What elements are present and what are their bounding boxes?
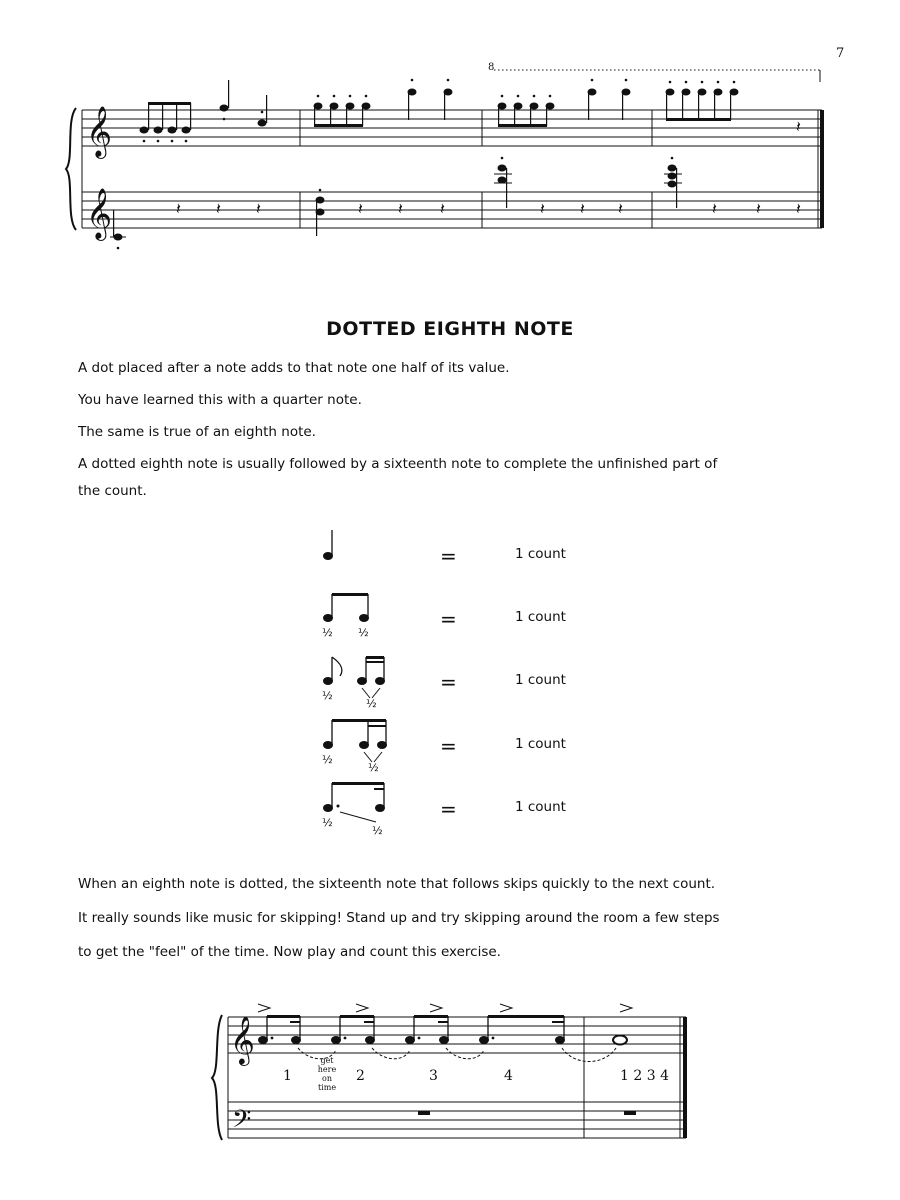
exercise-count: 3	[429, 1068, 438, 1084]
svg-text:𝄽: 𝄽	[540, 199, 545, 218]
equals-sign: =	[440, 607, 457, 631]
exercise-bass-staff	[228, 1102, 686, 1138]
fraction-label: ½	[322, 753, 333, 766]
lyric-block	[312, 1056, 342, 1092]
treble-clef: 𝄞	[230, 1015, 255, 1064]
svg-text:𝄽: 𝄽	[256, 199, 261, 218]
fraction-label: ½	[322, 816, 333, 829]
intro-line: A dot placed after a note adds to that note one half of its value.	[78, 360, 510, 376]
intro-line: The same is true of an eighth note.	[78, 424, 316, 440]
intro-line: the count.	[78, 483, 147, 499]
exercise-count: 2	[356, 1068, 365, 1084]
svg-text:𝄽: 𝄽	[440, 199, 445, 218]
count-label: 1 count	[515, 799, 566, 815]
explanation-line: to get the "feel" of the time. Now play and count this exercise.	[78, 944, 501, 960]
fraction-label: ½	[358, 626, 369, 639]
count-label: 1 count	[515, 736, 566, 752]
explanation-line: It really sounds like music for skipping! Stand up and try skipping around the room a few steps	[78, 910, 720, 926]
fraction-label: ½	[322, 689, 333, 702]
equals-sign: =	[440, 797, 457, 821]
lyric-word: here	[317, 1065, 337, 1074]
exercise-count: 4	[504, 1068, 513, 1084]
svg-text:𝄽: 𝄽	[358, 199, 363, 218]
explanation-line: When an eighth note is dotted, the sixteenth note that follows skips quickly to the next count.	[78, 876, 716, 892]
lyric-word: get	[320, 1056, 334, 1065]
equals-sign: =	[440, 670, 457, 694]
svg-text:𝄽: 𝄽	[216, 199, 221, 218]
lyric-word: on	[322, 1074, 332, 1083]
exercise-final-thick	[683, 1017, 687, 1138]
exercise-final-count: 1 2 3 4	[620, 1068, 669, 1084]
fraction-label: ½	[366, 697, 377, 710]
lyric-word: time	[317, 1083, 337, 1092]
page-number: 7	[836, 46, 845, 61]
count-label: 1 count	[515, 672, 566, 688]
section-title: DOTTED EIGHTH NOTE	[326, 318, 574, 340]
svg-text:𝄽: 𝄽	[580, 199, 585, 218]
count-label: 1 count	[515, 546, 566, 562]
svg-text:𝄽: 𝄽	[796, 199, 801, 218]
equals-sign: =	[440, 544, 457, 568]
fraction-label: ½	[372, 824, 383, 837]
intro-line: A dotted eighth note is usually followed by a sixteenth note to complete the unfinished part of	[78, 456, 718, 472]
treble-clef: 𝄞	[86, 188, 113, 239]
octave-mark: 8	[488, 62, 495, 73]
intro-line: You have learned this with a quarter note.	[78, 392, 362, 408]
fraction-label: ½	[322, 626, 333, 639]
exercise-count: 1	[283, 1068, 292, 1084]
bass-clef: 𝄢	[232, 1105, 252, 1140]
count-label: 1 count	[515, 609, 566, 625]
svg-text:𝄽: 𝄽	[712, 199, 717, 218]
svg-text:𝄽: 𝄽	[398, 199, 403, 218]
equals-sign: =	[440, 734, 457, 758]
svg-text:𝄽: 𝄽	[618, 199, 623, 218]
exercise-brace	[212, 1015, 222, 1140]
svg-text:𝄽: 𝄽	[756, 199, 761, 218]
svg-text:𝄽: 𝄽	[796, 117, 801, 136]
fraction-label: ½	[368, 761, 379, 774]
svg-text:𝄽: 𝄽	[176, 199, 181, 218]
treble-clef: 𝄞	[86, 106, 113, 157]
